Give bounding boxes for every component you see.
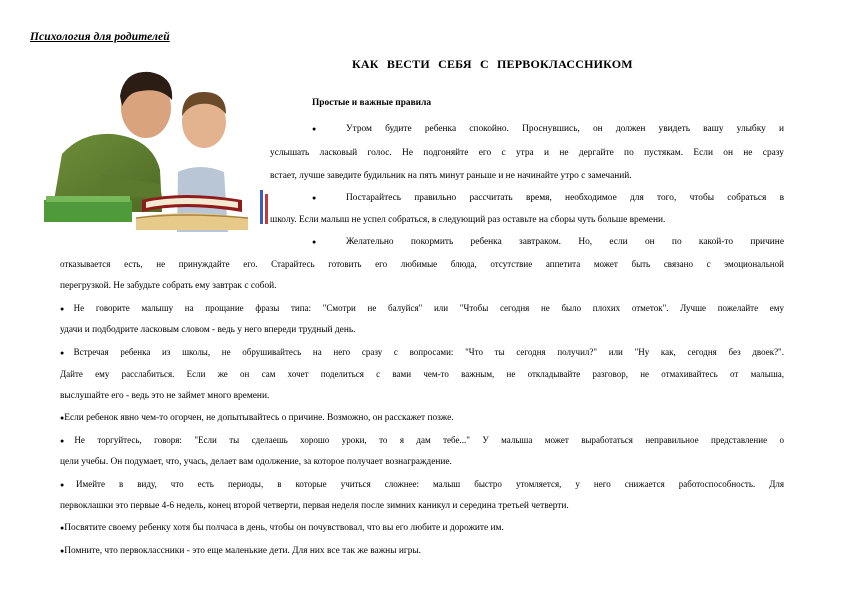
bullet-icon: ●	[60, 481, 77, 489]
bullet-icon: ●	[60, 414, 65, 422]
text-line: ● Постарайтесь правильно рассчитать время, необходимое для того, чтобы собраться в	[312, 193, 784, 203]
text-line: ●Не говорите малышу на прощание фразы типа: "Смотри не балуйся" или "Чтобы сегодня не было плохих отметок". Лучше пожелайте ему	[60, 303, 784, 313]
text-line: ●Имейте в виду, что есть периоды, в которые учиться сложнее: малыш быстро утомляется, у него снижается работоспособность. Для	[60, 479, 784, 489]
text-line: перегрузкой. Не забудьте собрать ему завтрак с собой.	[60, 281, 277, 291]
bullet-icon: ●	[60, 305, 74, 313]
text-line: отказывается есть, не принуждайте его. Старайтесь готовить его любимые блюда, отсутствие аппетита может быть связано с эмоциональной	[60, 259, 784, 269]
text-line: удачи и подбодрите ласковым словом - ведь у него впереди трудный день.	[60, 325, 356, 335]
rules-subtitle: Простые и важные правила	[312, 98, 432, 108]
text-line: услышать ласковый голос. Не подгоняйте его с утра и не дергайте по пустякам. Если он не сразу	[270, 148, 784, 158]
text-line: школу. Если малыш не успел собраться, в следующий раз оставьте на сборы чуть больше времени.	[270, 215, 666, 225]
text-line: ● Желательно покормить ребенка завтраком. Но, если он по какой-то причине	[312, 237, 784, 247]
bullet-icon: ●	[60, 349, 74, 357]
text-line: встает, лучше заведите будильник на пять минут раньше и не начинайте утро с замечаний.	[270, 171, 632, 181]
bullet-icon: ●	[312, 238, 317, 246]
bullet-icon: ●	[60, 524, 65, 532]
text-line: первоклашки это первые 4-6 недель, конец второй четверти, первая неделя после зимних каникул и середина третьей четверти.	[60, 501, 569, 511]
bullet-icon: ●	[312, 194, 317, 202]
section-header: Психология для родителей	[30, 31, 170, 43]
text-line: ●Посвятите своему ребенку хотя бы полчаса в день, чтобы он почувствовал, что вы его любите и дорожите им.	[60, 523, 504, 533]
text-line: ●Если ребенок явно чем-то огорчен, не допытывайтесь о причине. Возможно, он расскажет позже.	[60, 413, 454, 423]
text-line: Дайте ему расслабиться. Если же он сам хочет поделиться с вами чем-то важным, не откладывайте разговор, не отмахивайтесь от малыша,	[60, 369, 784, 379]
text-line: ●Помните, что первоклассники - это еще маленькие дети. Для них все так же важны игры.	[60, 546, 422, 556]
text-line: выслушайте его - ведь это не займет много времени.	[60, 391, 270, 401]
text-line: ● Утром будите ребенка спокойно. Проснувшись, он должен увидеть вашу улыбку и	[312, 124, 784, 134]
page-title: КАК ВЕСТИ СЕБЯ С ПЕРВОКЛАССНИКОМ	[352, 57, 633, 71]
text-line: ●Не торгуйтесь, говоря: "Если ты сделаешь хорошо уроки, то я дам тебе..." У малыша может выработаться неправильное представление о	[60, 435, 784, 445]
bullet-icon: ●	[60, 547, 65, 555]
text-line: ●Встречая ребенка из школы, не обрушивайтесь на него сразу с вопросами: "Что ты сегодня получил?" или "Ну как, сегодня без двоек?".	[60, 347, 784, 357]
father-son-reading-photo	[32, 62, 272, 234]
bullet-icon: ●	[312, 125, 317, 133]
bullet-icon: ●	[60, 437, 75, 445]
text-line: цели учебы. Он подумает, что, учась, делает вам одолжение, за которое получает вознаграждение.	[60, 457, 452, 467]
